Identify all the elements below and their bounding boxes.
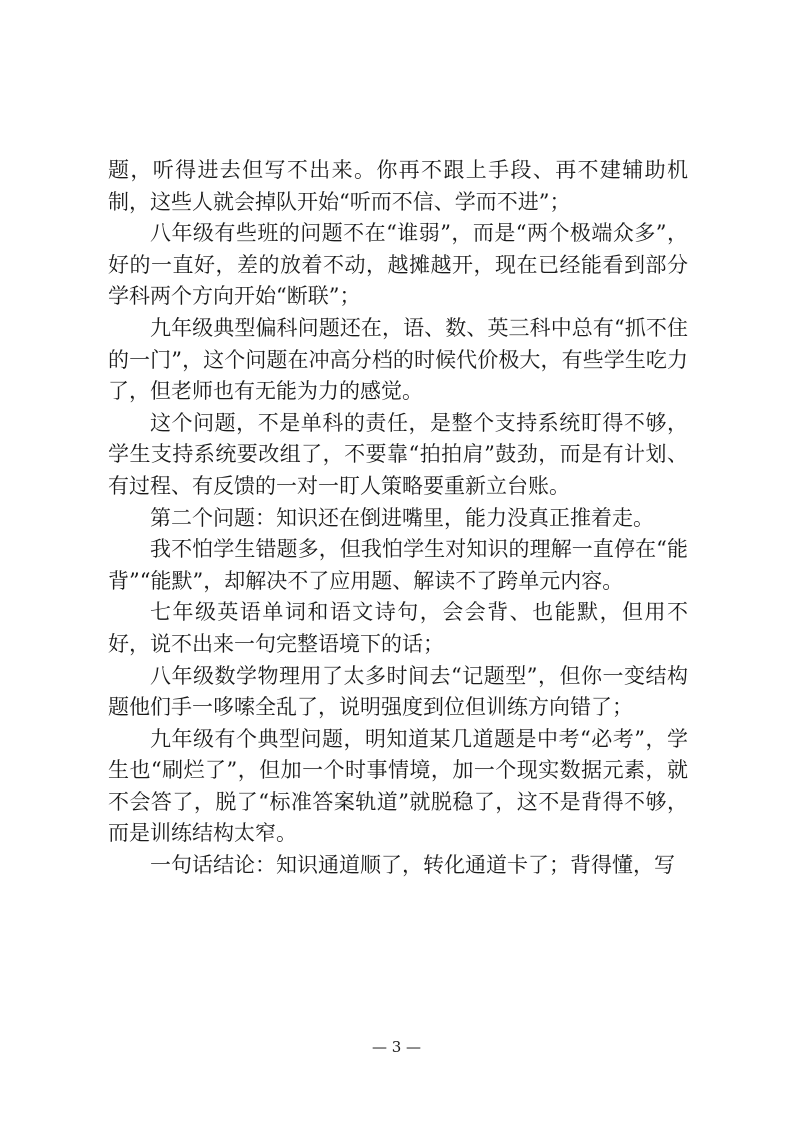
paragraph: 一句话结论：知识通道顺了，转化通道卡了；背得懂，写 [150, 853, 675, 878]
paragraph: 九年级有个典型问题，明知道某几道题是中考“必考”，学生也“刷烂了”，但加一个时事情境，加一个现实数据元素，就不会答了，脱了“标准答案轨道”就脱稳了，这不是背得不够，而是训练结构太窄。 [108, 726, 688, 846]
paragraph: 八年级数学物理用了太多时间去“记题型”，但你一变结构题他们手一哆嗦全乱了，说明强度到位但训练方向错了； [108, 663, 688, 720]
paragraph-continuation: 题，听得进去但写不出来。你再不跟上手段、再不建辅助机制，这些人就会掉队开始“听而不信、学而不进”； [108, 158, 688, 214]
page-number: — 3 — [371, 1038, 422, 1056]
section-heading-paragraph: 第二个问题：知识还在倒进嘴里，能力没真正推着走。 [150, 505, 654, 530]
paragraph: 九年级典型偏科问题还在，语、数、英三科中总有“抓不住的一门”，这个问题在冲高分档的时候代价极大，有些学生吃力了，但老师也有无能为力的感觉。 [108, 315, 688, 404]
paragraph: 我不怕学生错题多，但我怕学生对知识的理解一直停在“能背”“能默”，却解决不了应用题、解读不了跨单元内容。 [108, 537, 688, 593]
paragraph: 七年级英语单词和语文诗句，会会背、也能默，但用不好，说不出来一句完整语境下的话； [108, 600, 688, 656]
paragraph: 这个问题，不是单科的责任，是整个支持系统盯得不够，学生支持系统要改组了，不要靠“拍拍肩”鼓劲，而是有计划、有过程、有反馈的一对一盯人策略要重新立台账。 [108, 410, 688, 498]
paragraph: 八年级有些班的问题不在“谁弱”，而是“两个极端众多”，好的一直好，差的放着不动，越摊越开，现在已经能看到部分学科两个方向开始“断联”； [108, 221, 688, 309]
document-body [108, 155, 688, 882]
